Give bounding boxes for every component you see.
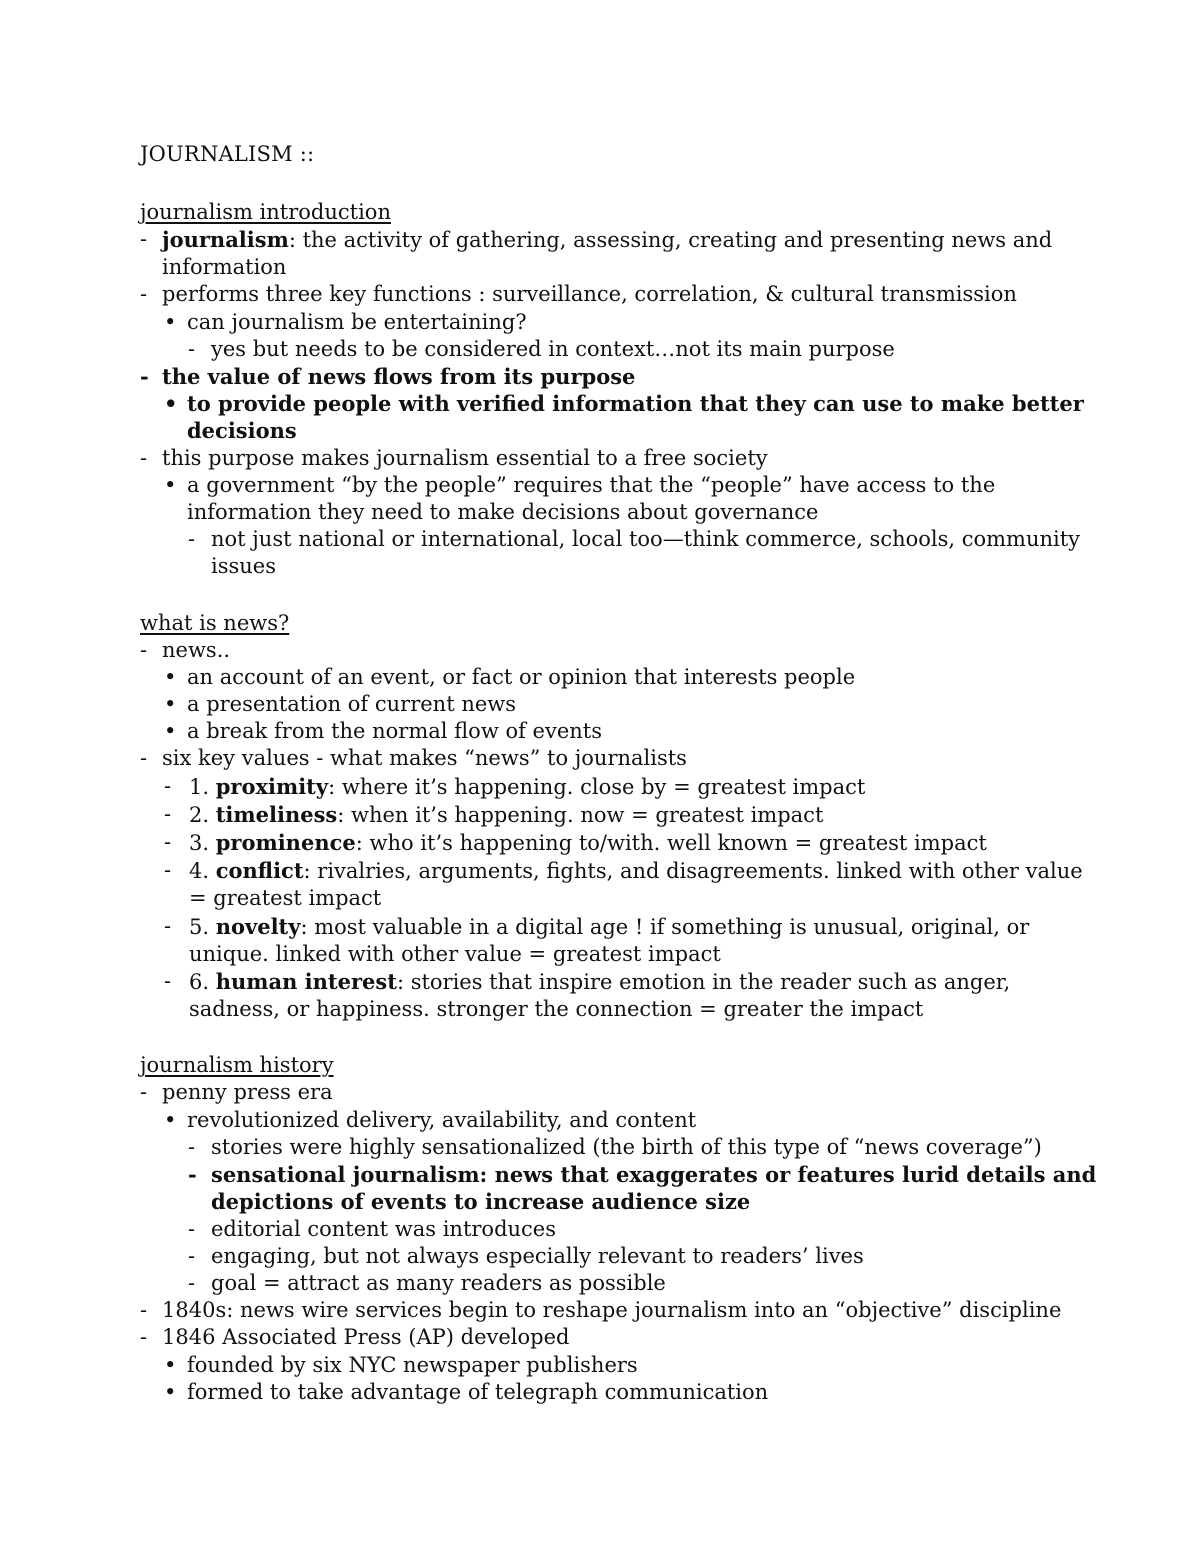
dash-marker: - [188,336,196,361]
term: journalism [162,227,289,252]
dash-marker: - [164,969,172,994]
dash-marker: - [188,1216,196,1241]
dash-marker: - [164,830,172,855]
bullet-marker: • [164,1379,177,1404]
dash-marker: - [164,801,172,826]
dash-marker: - [140,1080,148,1105]
term: timeliness [215,801,338,827]
list-item: - this purpose makes journalism essential to a free society [140,445,1100,472]
dash-marker: - [188,527,196,552]
term: conflict [215,858,304,884]
dash-marker: - [140,227,148,251]
bullet-marker: • [164,664,177,689]
dash-marker: - [140,1325,148,1350]
news-value-item: - 5. novelty: most valuable in a digital age ! if something is unusual, original, or unique. linked with other value = greatest impact [164,913,1030,966]
bullet-marker: • [164,391,178,417]
list-item: - goal = attract as many readers as possible [140,1270,1100,1297]
dash-marker: - [140,364,149,390]
list-item: - the value of news flows from its purpose [140,364,636,390]
term: proximity [215,773,329,799]
list-item: - sensational journalism: news that exaggerates or features lurid details and depictions of events to increase audience size [188,1162,1097,1215]
list-item: • a government “by the people” requires that the “people” have access to the information they need to make decisions about governance [164,472,996,525]
list-item: - stories were highly sensationalized (the birth of this type of “news coverage”) [140,1134,1100,1161]
list-item: • formed to take advantage of telegraph communication [140,1379,1100,1406]
dash-marker: - [188,1243,196,1268]
bullet-marker: • [164,1352,177,1377]
list-item: - 1846 Associated Press (AP) developed [140,1324,1100,1351]
list-item: - six key values - what makes “news” to journalists [140,745,1100,772]
dash-marker: - [188,1162,197,1188]
list-item: • revolutionized delivery, availability, and content [140,1107,1100,1134]
term: human interest [215,969,397,995]
list-item: - 1840s: news wire services begin to reshape journalism into an “objective” discipline [140,1297,1100,1324]
list-item: - penny press era [140,1079,1100,1106]
section-heading-history: journalism history [140,1053,334,1078]
dash-marker: - [140,637,148,662]
definition: : the activity of gathering, assessing, creating and presenting news and information [162,228,1053,280]
document-body [140,139,1100,1406]
dash-marker: - [140,445,148,470]
list-item: • to provide people with verified information that they can use to make better decisions [164,391,1084,444]
section-heading-intro: journalism introduction [140,200,391,224]
list-item: - not just national or international, local too—think commerce, schools, community issues [188,527,1081,579]
news-value-item: - 1. proximity: where it’s happening. close by = greatest impact [164,773,866,799]
list-item: - editorial content was introduces [140,1216,1100,1243]
bullet-marker: • [164,1107,177,1132]
list-item: - news.. [140,637,1100,664]
list-item: • an account of an event, or fact or opinion that interests people [140,664,1100,691]
term: prominence [215,830,356,856]
dash-marker: - [164,773,172,798]
list-item: • can journalism be entertaining? [140,309,1100,336]
news-value-item: - 2. timeliness: when it’s happening. now = greatest impact [164,801,824,827]
bullet-marker: • [164,692,177,717]
list-item: • a presentation of current news [140,691,1100,718]
dash-marker: - [140,1298,148,1323]
dash-marker: - [140,282,148,307]
section-heading-news: what is news? [140,610,290,635]
dash-marker: - [188,1134,196,1159]
dash-marker: - [140,746,148,771]
bullet-marker: • [164,719,177,744]
list-item: - yes but needs to be considered in context…not its main purpose [140,336,1100,363]
list-item: - engaging, but not always especially relevant to readers’ lives [140,1243,1100,1270]
dash-marker: - [188,1270,196,1295]
list-item: • a break from the normal flow of events [140,718,1100,745]
news-value-item: - 3. prominence: who it’s happening to/with. well known = greatest impact [164,830,987,856]
bullet-marker: • [164,472,177,497]
news-value-item: - 4. conflict: rivalries, arguments, fights, and disagreements. linked with other value = greatest impact [164,858,1083,911]
dash-marker: - [164,913,172,938]
bullet-marker: • [164,309,177,334]
page-title: JOURNALISM :: [140,142,315,166]
list-item [140,226,1100,281]
term: novelty [215,913,301,939]
list-item: - performs three key functions : surveillance, correlation, & cultural transmission [140,281,1100,308]
dash-marker: - [164,858,172,883]
news-value-item: - 6. human interest: stories that inspire emotion in the reader such as anger, sadness, or happiness. stronger the connection = greater the impact [164,969,1011,1022]
list-item: • founded by six NYC newspaper publishers [140,1352,1100,1379]
